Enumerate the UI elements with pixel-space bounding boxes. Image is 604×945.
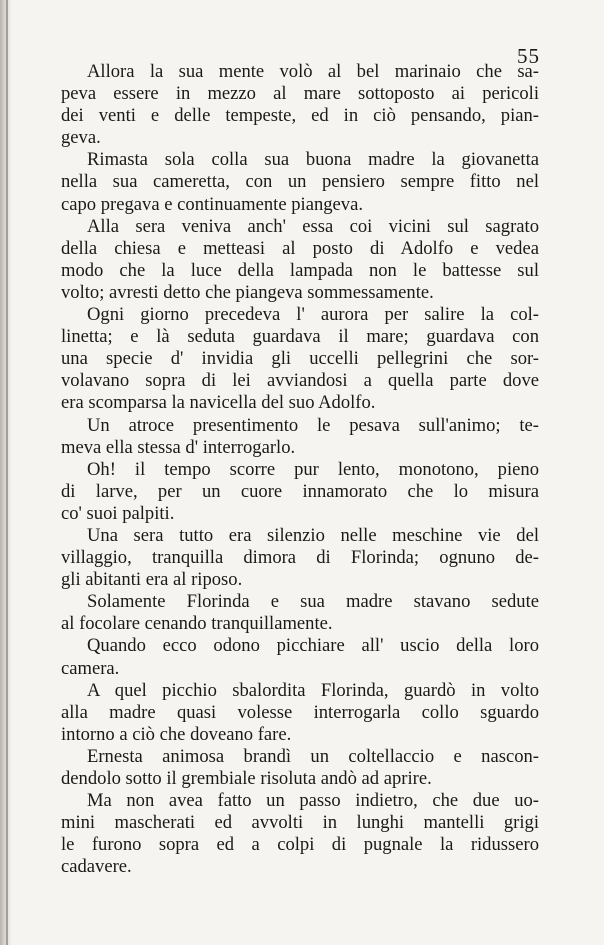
- page-number: 55: [517, 44, 540, 68]
- text-line: mini mascherati ed avvolti in lunghi mantelli grigi: [61, 812, 539, 834]
- text-line: peva essere in mezzo al mare sottoposto ai pericoli: [61, 83, 539, 105]
- text-line: Ernesta animosa brandì un coltellaccio e nascon-: [87, 745, 539, 767]
- text-line: gli abitanti era al riposo.: [61, 569, 243, 591]
- text-line: Quando ecco odono picchiare all' uscio della loro: [87, 635, 539, 657]
- text-line: linetta; e là seduta guardava il mare; guardava con: [61, 326, 539, 348]
- text-line: Alla sera veniva anch' essa coi vicini sul sagrato: [87, 215, 539, 237]
- text-line: al focolare cenando tranquillamente.: [61, 613, 333, 635]
- text-line: dendolo sotto il grembiale risoluta andò ad aprire.: [61, 768, 432, 789]
- text-line: Allora la sua mente volò al bel marinaio che sa-: [87, 61, 539, 82]
- text-line: Rimasta sola colla sua buona madre la giovanetta: [87, 149, 539, 171]
- text-line: intorno a ciò che doveano fare.: [61, 723, 292, 745]
- text-line: le furono sopra ed a colpi di pugnale la ridussero: [61, 834, 539, 856]
- text-line: Ma non avea fatto un passo indietro, che due uo-: [87, 790, 539, 812]
- text-line: di larve, per un cuore innamorato che lo misura: [61, 480, 539, 502]
- text-line: nella sua cameretta, con un pensiero sempre fitto nel: [61, 171, 539, 193]
- text-line: Ogni giorno precedeva l' aurora per salire la col-: [87, 304, 539, 326]
- text-line: modo che la luce della lampada non le battesse sul: [61, 259, 539, 281]
- text-line: Oh! il tempo scorre pur lento, monotono, pieno: [87, 458, 539, 480]
- text-line: co' suoi palpiti.: [61, 502, 175, 524]
- body-text: [61, 61, 539, 878]
- text-line: volavano sopra di lei avviandosi a quella parte dove: [61, 370, 539, 392]
- text-line: era scomparsa la navicella del suo Adolfo.: [61, 392, 376, 414]
- text-line: della chiesa e metteasi al posto di Adolfo e vedea: [61, 237, 539, 259]
- text-line: alla madre quasi volesse interrogarla collo sguardo: [61, 701, 539, 723]
- text-line: A quel picchio sbalordita Florinda, guardò in volto: [87, 679, 539, 701]
- text-line: una specie d' invidia gli uccelli pellegrini che sor-: [61, 348, 539, 370]
- text-line: Un atroce presentimento le pesava sull'animo; te-: [87, 414, 539, 436]
- binding-shadow-line: [6, 0, 8, 945]
- text-line: meva ella stessa d' interrogarlo.: [61, 436, 296, 458]
- text-line: geva.: [61, 127, 101, 149]
- text-line: Solamente Florinda e sua madre stavano sedute: [87, 591, 539, 613]
- text-line: Una sera tutto era silenzio nelle meschine vie del: [87, 524, 539, 546]
- text-line: capo pregava e continuamente piangeva.: [61, 193, 364, 215]
- text-line: volto; avresti detto che piangeva sommessamente.: [61, 281, 434, 303]
- text-line: dei venti e delle tempeste, ed in ciò pensando, pian-: [61, 105, 539, 127]
- text-line: camera.: [61, 657, 120, 679]
- text-line: villaggio, tranquilla dimora di Florinda; ognuno de-: [61, 547, 539, 569]
- text-line: cadavere.: [61, 856, 132, 878]
